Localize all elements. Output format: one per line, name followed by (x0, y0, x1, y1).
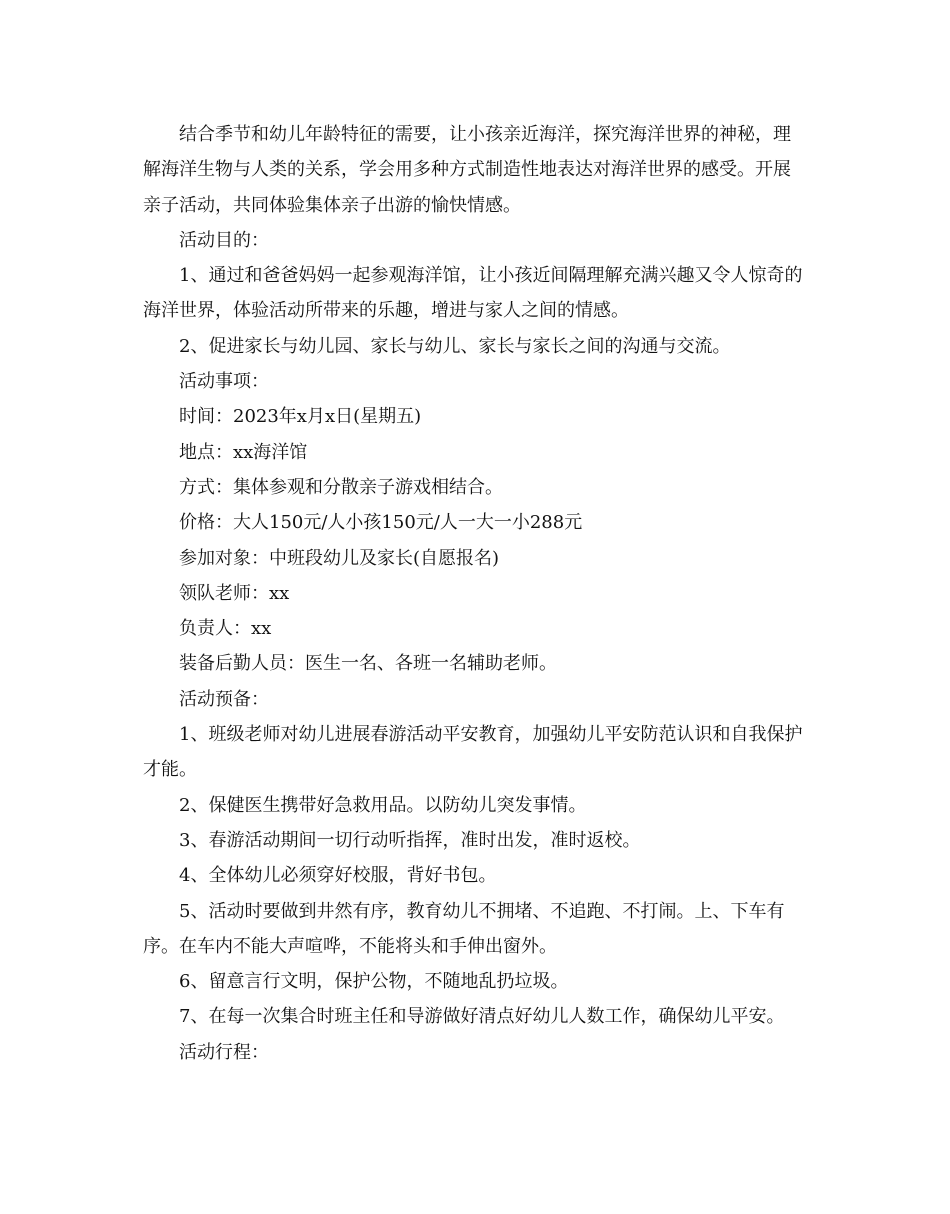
goal-item-1: 1、通过和爸爸妈妈一起参观海洋馆，让小孩近间隔理解充满兴趣又令人惊奇的海洋世界，体验活动所带来的乐趣，增进与家人之间的情感。 (143, 265, 803, 322)
detail-participants: 参加对象：中班段幼儿及家长(自愿报名) (179, 547, 500, 569)
detail-time: 时间：2023年x月x日(星期五) (179, 406, 422, 428)
detail-logistics-staff: 装备后勤人员：医生一名、各班一名辅助老师。 (179, 653, 557, 675)
detail-lead-teacher: 领队老师：xx (179, 582, 290, 604)
section-heading-preparation: 活动预备： (179, 688, 269, 710)
prep-item-7: 7、在每一次集合时班主任和导游做好清点好幼儿人数工作，确保幼儿平安。 (179, 1006, 785, 1028)
detail-person-in-charge: 负责人：xx (179, 618, 272, 640)
intro-paragraph: 结合季节和幼儿年龄特征的需要，让小孩亲近海洋，探究海洋世界的神秘，理解海洋生物与人类的关系，学会用多种方式制造性地表达对海洋世界的感受。开展亲子活动，共同体验集体亲子出游的愉快情感。 (143, 124, 791, 216)
section-heading-details: 活动事项： (179, 371, 269, 393)
prep-item-3: 3、春游活动期间一切行动听指挥，准时出发，准时返校。 (179, 829, 641, 851)
goal-item-2: 2、促进家长与幼儿园、家长与幼儿、家长与家长之间的沟通与交流。 (179, 335, 731, 357)
prep-item-5: 5、活动时要做到井然有序，教育幼儿不拥堵、不追跑、不打闹。上、下车有序。在车内不能大声喧哗，不能将头和手伸出窗外。 (143, 900, 785, 957)
section-heading-itinerary: 活动行程： (179, 1041, 269, 1063)
section-heading-goals: 活动目的： (179, 229, 269, 251)
detail-location: 地点：xx海洋馆 (179, 441, 308, 463)
prep-item-1: 1、班级老师对幼儿进展春游活动平安教育，加强幼儿平安防范认识和自我保护才能。 (143, 724, 803, 781)
detail-price: 价格：大人150元/人小孩150元/人一大一小288元 (179, 512, 583, 534)
detail-method: 方式：集体参观和分散亲子游戏相结合。 (179, 476, 503, 498)
prep-item-4: 4、全体幼儿必须穿好校服，背好书包。 (179, 865, 497, 887)
prep-item-2: 2、保健医生携带好急救用品。以防幼儿突发事情。 (179, 794, 587, 816)
prep-item-6: 6、留意言行文明，保护公物，不随地乱扔垃圾。 (179, 971, 569, 993)
document-body (143, 117, 805, 1070)
